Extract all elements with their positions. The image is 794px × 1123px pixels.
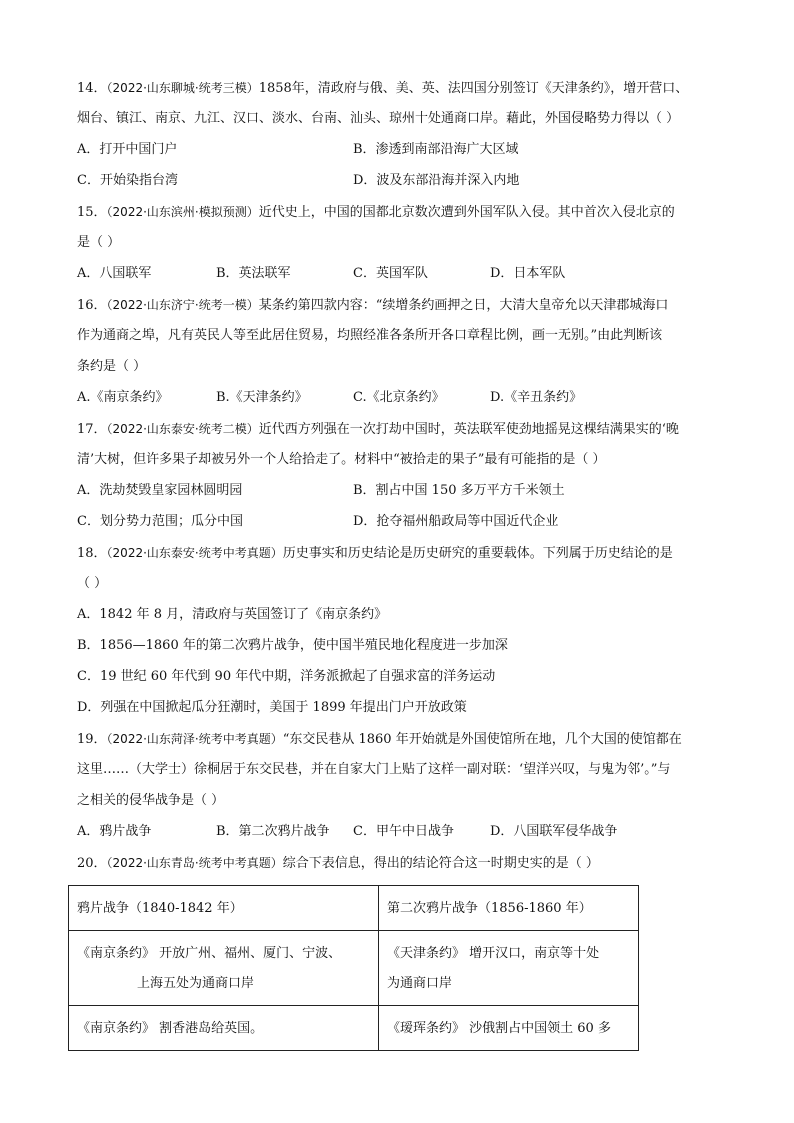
question-number: 15． [77,205,107,220]
question-15-line-2: 是（ ） [77,235,121,250]
question-text: 某条约第四款内容：“续增条约画押之日，大清大皇帝允以天津郡城海口 [258,298,669,313]
question-source: （2022·山东菏泽·统考中考真题） [106,732,283,746]
question-source: （2022·山东济宁·统考一模） [106,298,259,312]
question-19-line-2: 这里……（大学士）徐桐居于东交民巷，并在自家大门上贴了这样一副对联：‘望洋兴叹，与鬼为邻’。”与 [77,762,671,777]
question-text: 近代西方列强在一次打劫中国时，英法联军使劲地摇晃这棵结满果实的‘晚 [258,422,679,437]
table-cell: 《瑷珲条约》 沙俄割占中国领土 60 多 [379,1006,639,1051]
option-b[interactable]: B．割占中国 150 多万平方千米领土 [353,483,565,498]
option-d[interactable]: D.《辛丑条约》 [490,390,583,405]
option-b[interactable]: B.《天津条约》 [216,390,308,405]
question-number: 19． [77,732,107,747]
question-number: 20． [77,856,107,871]
table-cell [379,931,639,1006]
question-source: （2022·山东泰安·统考中考真题） [106,546,283,560]
table-row [69,886,639,931]
question-text: 近代史上，中国的国都北京数次遭到外国军队入侵。其中首次入侵北京的 [258,205,675,220]
question-15-line-1 [77,202,675,222]
question-19-line-1 [77,729,682,749]
cell-line: 为通商口岸 [387,976,453,991]
question-18-line-1 [77,543,673,563]
table-cell: 《南京条约》 割香港岛给英国。 [69,1006,379,1051]
cell-line: 上海五处为通商口岸 [137,976,255,991]
option-a[interactable]: A．打开中国门户 [77,142,178,157]
question-text: 1858年，清政府与俄、美、英、法四国分别签订《天津条约》，增开营口、 [258,81,689,96]
question-source: （2022·山东滨州·模拟预测） [106,205,259,219]
table-header-cell: 第二次鸦片战争（1856-1860 年） [379,886,639,931]
option-b[interactable]: B．第二次鸦片战争 [216,824,330,839]
option-d[interactable]: D．波及东部沿海并深入内地 [353,173,520,188]
question-number: 16． [77,298,107,313]
option-d[interactable]: D．八国联军侵华战争 [490,824,618,839]
option-b[interactable]: B．英法联军 [216,266,291,281]
question-14-line-1 [77,78,688,98]
question-source: （2022·山东青岛·统考中考真题） [106,856,283,870]
option-b[interactable]: B．1856—1860 年的第二次鸦片战争，使中国半殖民地化程度进一步加深 [77,638,508,653]
option-d[interactable]: D．日本军队 [490,266,566,281]
table-row [69,1006,639,1051]
option-a[interactable]: A．洗劫焚毁皇家园林圆明园 [77,483,243,498]
option-d[interactable]: D．列强在中国掀起瓜分狂潮时，美国于 1899 年提出门户开放政策 [77,700,467,715]
question-text: 历史事实和历史结论是历史研究的重要载体。下列属于历史结论的是 [282,546,673,561]
option-c[interactable]: C．英国军队 [353,266,428,281]
question-20-line-1 [77,853,599,873]
option-c[interactable]: C．19 世纪 60 年代到 90 年代中期，洋务派掀起了自强求富的洋务运动 [77,669,496,684]
table-cell [69,931,379,1006]
option-c[interactable]: C．开始染指台湾 [77,173,178,188]
option-c[interactable]: C．甲午中日战争 [353,824,454,839]
option-d[interactable]: D．抢夺福州船政局等中国近代企业 [353,514,559,529]
question-16-line-2: 作为通商之埠，凡有英民人等至此居住贸易，均照经准各条所开各口章程比例，画一无别。”由此判断该 [77,328,663,343]
option-b[interactable]: B．渗透到南部沿海广大区域 [353,142,519,157]
question-16-line-1 [77,295,668,315]
question-17-line-2: 清’大树，但许多果子却被另外一个人给拾走了。材料中“被拾走的果子”最有可能指的是（ ） [77,452,606,467]
table-row [69,931,639,1006]
option-c[interactable]: C．划分势力范围；瓜分中国 [77,514,243,529]
question-number: 14． [77,81,107,96]
option-a[interactable]: A．鸦片战争 [77,824,152,839]
question-14-line-2: 烟台、镇江、南京、九江、汉口、淡水、台南、汕头、琼州十处通商口岸。藉此，外国侵略势力得以（ ） [77,111,680,126]
table-header-cell: 鸦片战争（1840-1842 年） [69,886,379,931]
question-source: （2022·山东聊城·统考三模） [106,81,259,95]
treaty-comparison-table [68,885,639,1051]
question-number: 18． [77,546,107,561]
question-19-line-3: 之相关的侵华战争是（ ） [77,793,225,808]
question-text: 综合下表信息，得出的结论符合这一时期史实的是（ ） [282,856,599,871]
option-c[interactable]: C.《北京条约》 [353,390,445,405]
question-17-line-1 [77,419,679,439]
question-18-line-2: （ ） [77,576,108,591]
question-number: 17． [77,422,107,437]
option-a[interactable]: A.《南京条约》 [77,390,169,405]
question-source: （2022·山东泰安·统考二模） [106,422,259,436]
cell-line: 《天津条约》 增开汉口，南京等十处 [387,946,600,961]
cell-line: 《南京条约》 开放广州、福州、厦门、宁波、 [77,946,342,961]
option-a[interactable]: A．八国联军 [77,266,152,281]
question-16-line-3: 条约是（ ） [77,359,147,374]
option-a[interactable]: A．1842 年 8 月，清政府与英国签订了《南京条约》 [77,607,388,622]
question-text: “东交民巷从 1860 年开始就是外国使馆所在地，几个大国的使馆都在 [282,732,682,747]
